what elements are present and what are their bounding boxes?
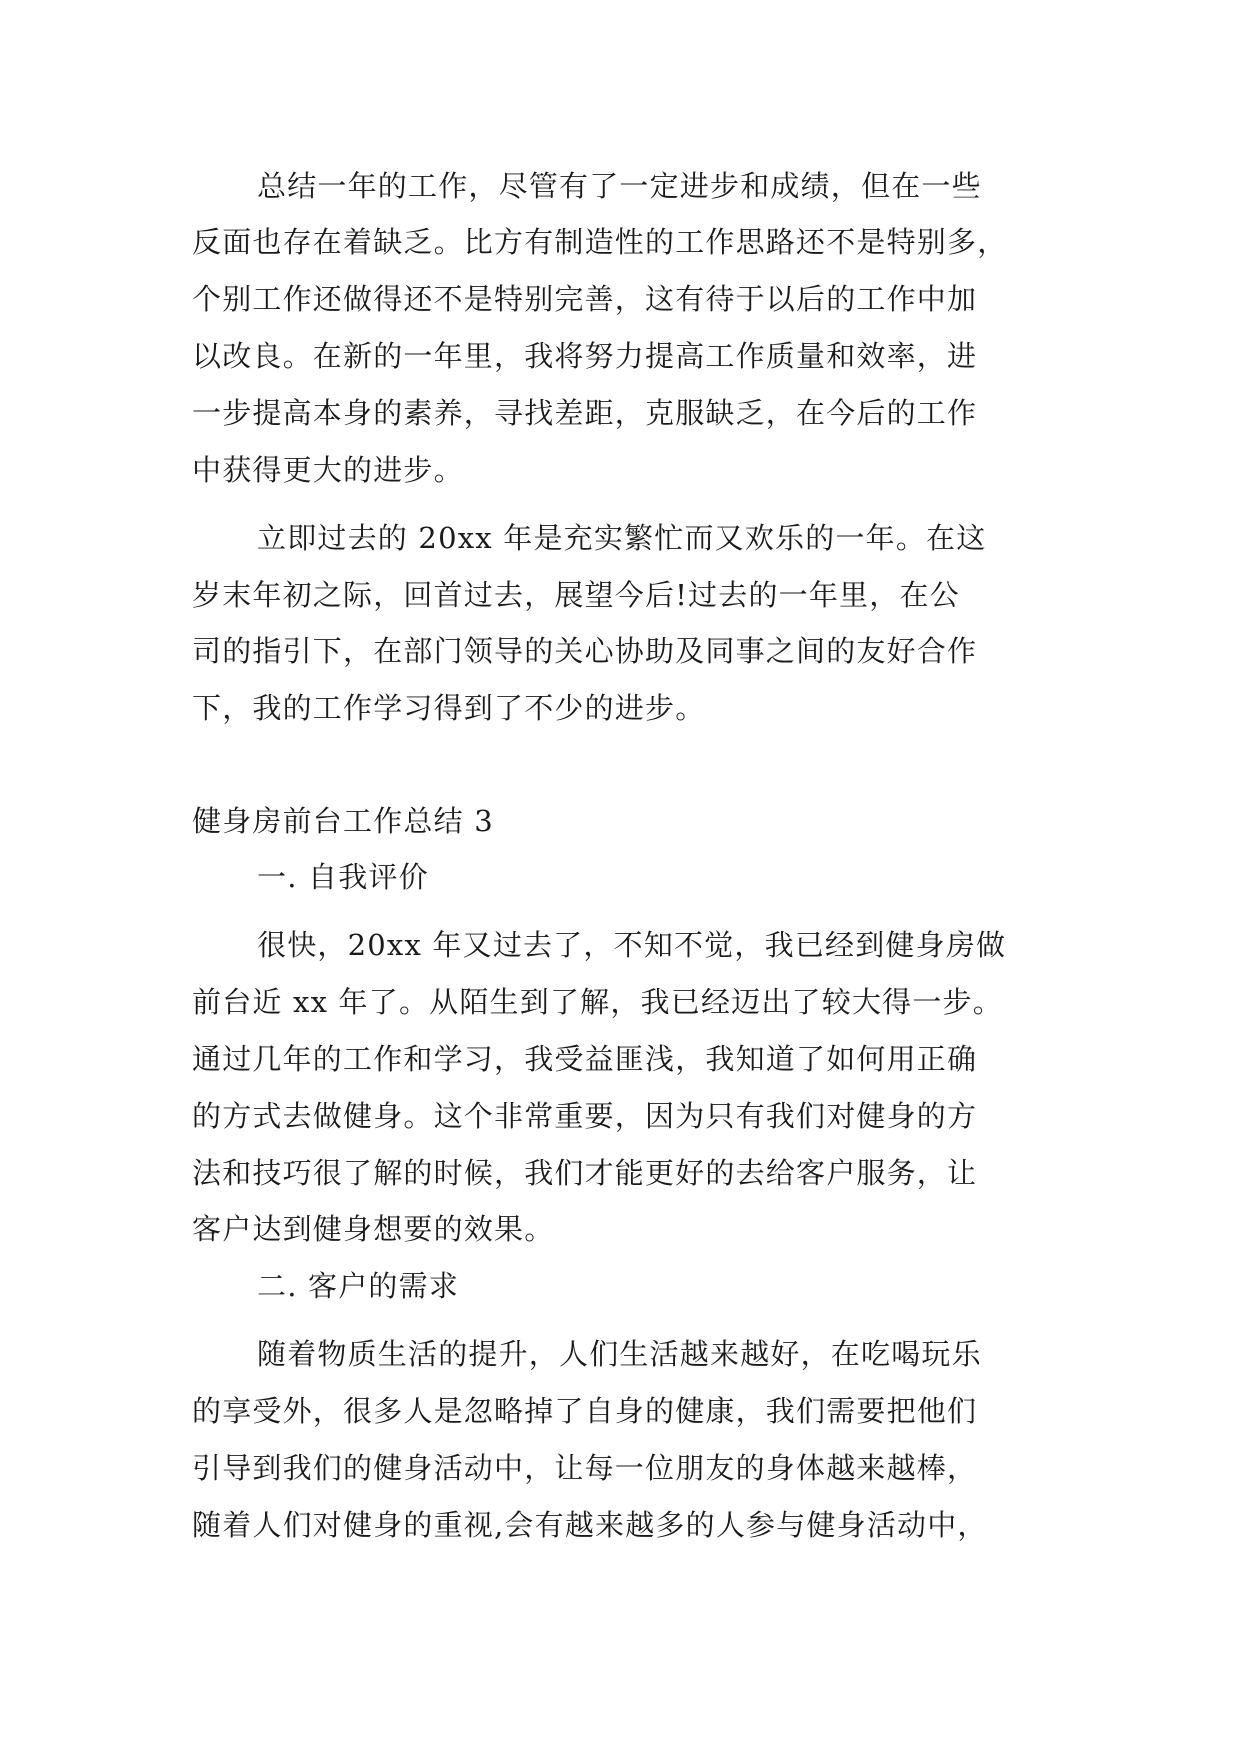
paragraph-line: 反面也存在着缺乏。比方有制造性的工作思路还不是特别多， [192,225,1008,259]
paragraph-line: 司的指引下，在部门领导的关心协助及同事之间的友好合作 [192,634,978,668]
paragraph-line: 客户达到健身想要的效果。 [192,1212,555,1246]
paragraph-line: 的享受外，很多人是忽略掉了自身的健康，我们需要把他们 [192,1394,978,1428]
paragraph-line: 下，我的工作学习得到了不少的进步。 [192,691,706,725]
paragraph-line: 通过几年的工作和学习，我受益匪浅，我知道了如何用正确 [192,1042,978,1076]
paragraph-line: 法和技巧很了解的时候，我们才能更好的去给客户服务，让 [192,1156,978,1190]
paragraph-line: 引导到我们的健身活动中，让每一位朋友的身体越来越棒， [192,1451,978,1485]
paragraph-line: 随着物质生活的提升，人们生活越来越好，在吃喝玩乐 [257,1337,982,1371]
paragraph-line: 以改良。在新的一年里，我将努力提高工作质量和效率，进 [192,339,978,373]
paragraph-line: 总结一年的工作，尽管有了一定进步和成绩，但在一些 [257,169,982,203]
paragraph-line: 岁末年初之际，回首过去，展望今后!过去的一年里，在公 [192,578,960,612]
subsection-heading: 一. 自我评价 [257,860,429,894]
paragraph-line: 随着人们对健身的重视,会有越来越多的人参与健身活动中， [192,1508,988,1542]
paragraph-line: 中获得更大的进步。 [192,453,464,487]
paragraph-line: 很快，20xx 年又过去了，不知不觉，我已经到健身房做 [257,928,1007,962]
paragraph-line: 一步提高本身的素养，寻找差距，克服缺乏，在今后的工作 [192,396,978,430]
subsection-heading: 二. 客户的需求 [257,1269,460,1303]
paragraph-line: 个别工作还做得还不是特别完善，这有待于以后的工作中加 [192,282,978,316]
section-title: 健身房前台工作总结 3 [192,804,494,838]
paragraph-line: 的方式去做健身。这个非常重要，因为只有我们对健身的方 [192,1099,978,1133]
paragraph-line: 前台近 xx 年了。从陌生到了解，我已经迈出了较大得一步。 [192,985,1003,1019]
paragraph-line: 立即过去的 20xx 年是充实繁忙而又欢乐的一年。在这 [257,521,987,555]
